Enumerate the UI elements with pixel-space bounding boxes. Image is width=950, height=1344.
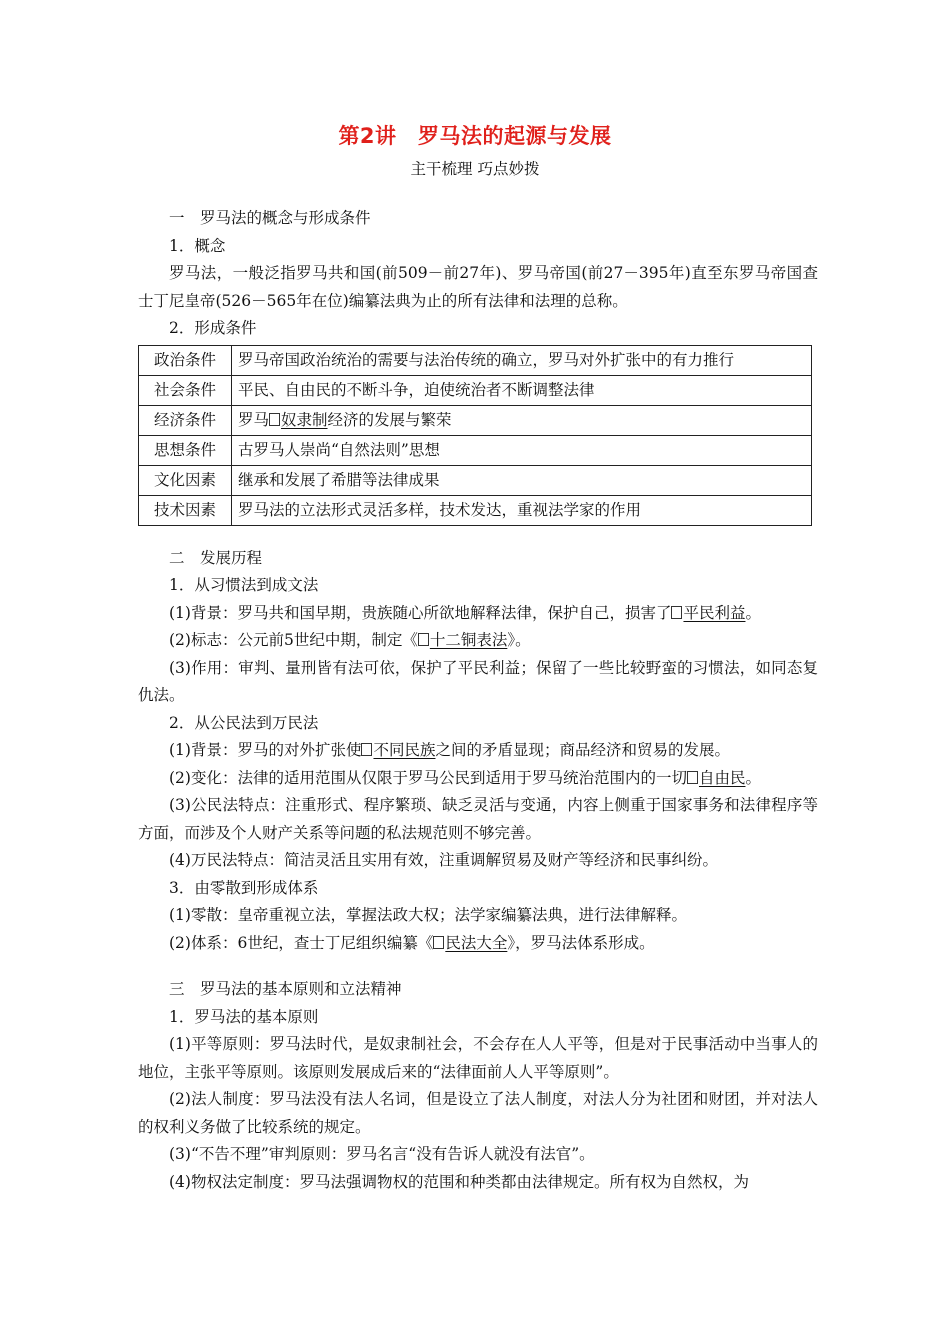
condition-value — [232, 405, 812, 435]
text-run: 》。 — [507, 631, 531, 649]
fill-blank-answer: 奴隶制 — [281, 411, 328, 429]
table-row — [139, 495, 812, 525]
checkbox-square-icon — [433, 936, 444, 949]
paragraph-background-2 — [138, 737, 818, 765]
condition-key: 经济条件 — [139, 405, 232, 435]
page-title: 第2讲 罗马法的起源与发展 — [338, 124, 612, 148]
text-run: 。 — [745, 768, 761, 787]
conditions-table — [138, 345, 812, 526]
paragraph-background — [138, 600, 818, 628]
paragraph-system — [138, 930, 818, 958]
text-run: 罗马 — [238, 411, 270, 429]
condition-value: 古罗马人崇尚“自然法则”思想 — [232, 435, 812, 465]
subheading-civil-to-nations: 2．从公民法到万民法 — [169, 713, 319, 732]
paragraph-civil-law-features: (3)公民法特点：注重形式、程序繁琐、缺乏灵活与变通，内容上侧重于国家事务和法律程序等方面，而涉及个人财产关系等问题的私法规范则不够完善。 — [138, 796, 818, 842]
text-run: 经济的发展与繁荣 — [327, 411, 452, 429]
paragraph-legal-person: (2)法人制度：罗马法没有法人名词，但是设立了法人制度，对法人分为社团和财团，并对法人的权利义务做了比较系统的规定。 — [138, 1090, 818, 1136]
subheading-custom-to-written: 1．从习惯法到成文法 — [169, 576, 319, 594]
condition-key: 政治条件 — [139, 345, 232, 375]
paragraph-equality: (1)平等原则：罗马法时代，是奴隶制社会，不会存在人人平等，但是对于民事活动中当事人的地位，主张平等原则。该原则发展成后来的“法律面前人人平等原则”。 — [138, 1035, 818, 1081]
checkbox-square-icon — [671, 606, 682, 619]
paragraph-change — [138, 765, 818, 793]
fill-blank-answer: 不同民族 — [373, 741, 436, 759]
fill-blank-answer: 十二铜表法 — [429, 631, 508, 649]
condition-value: 继承和发展了希腊等法律成果 — [232, 465, 812, 495]
subheading-conditions: 2．形成条件 — [169, 319, 257, 337]
text-run: (2)体系：6世纪，查士丁尼组织编纂《 — [169, 933, 434, 952]
page-subtitle: 主干梳理 巧点妙拨 — [410, 160, 540, 178]
table-row — [139, 375, 812, 405]
table-row — [139, 345, 812, 375]
checkbox-square-icon — [269, 413, 280, 426]
condition-key: 技术因素 — [139, 495, 232, 525]
text-run: 之间的矛盾显现；商品经济和贸易的发展。 — [435, 741, 730, 759]
condition-value: 罗马帝国政治统治的需要与法治传统的确立，罗马对外扩张中的有力推行 — [232, 345, 812, 375]
fill-blank-answer: 平民利益 — [683, 603, 746, 622]
condition-key: 思想条件 — [139, 435, 232, 465]
condition-key: 文化因素 — [139, 465, 232, 495]
text-run: (1)背景：罗马的对外扩张使 — [169, 741, 362, 759]
text-run: (2)变化：法律的适用范围从仅限于罗马公民到适用于罗马统治范围内的一切 — [169, 768, 687, 787]
condition-value: 罗马法的立法形式灵活多样，技术发达，重视法学家的作用 — [232, 495, 812, 525]
subheading-concept: 1．概念 — [169, 236, 226, 255]
table-row — [139, 435, 812, 465]
text-run: 》，罗马法体系形成。 — [507, 933, 655, 952]
checkbox-square-icon — [418, 633, 429, 646]
paragraph-scattered: (1)零散：皇帝重视立法，掌握法政大权；法学家编纂法典，进行法律解释。 — [169, 906, 687, 924]
subheading-scattered-to-system: 3．由零散到形成体系 — [169, 878, 319, 897]
text-run: (2)标志：公元前5世纪中期，制定《 — [169, 631, 418, 649]
section-heading-3: 三 罗马法的基本原则和立法精神 — [169, 980, 402, 998]
section-heading-1: 一 罗马法的概念与形成条件 — [169, 209, 371, 227]
paragraph-no-complaint: (3)“不告不理”审判原则：罗马名言“没有告诉人就没有法官”。 — [169, 1145, 595, 1163]
paragraph-marker — [138, 627, 818, 655]
paragraph-nations-law-features: (4)万民法特点：简洁灵活且实用有效，注重调解贸易及财产等经济和民事纠纷。 — [169, 851, 718, 869]
concept-paragraph: 罗马法，一般泛指罗马共和国(前509－前27年)、罗马帝国(前27－395年)直至东罗马帝国查士丁尼皇帝(526－565年在位)编纂法典为止的所有法律和法理的总称。 — [138, 264, 818, 310]
fill-blank-answer: 民法大全 — [445, 933, 508, 952]
condition-key: 社会条件 — [139, 375, 232, 405]
section-heading-2: 二 发展历程 — [169, 548, 263, 567]
text-run: 。 — [745, 603, 761, 622]
paragraph-property-rights: (4)物权法定制度：罗马法强调物权的范围和种类都由法律规定。所有权为自然权，为 — [169, 1172, 749, 1191]
paragraph-effect: (3)作用：审判、量刑皆有法可依，保护了平民利益；保留了一些比较野蛮的习惯法，如同态复仇法。 — [138, 658, 818, 704]
condition-value: 平民、自由民的不断斗争，迫使统治者不断调整法律 — [232, 375, 812, 405]
table-row — [139, 405, 812, 435]
document-body — [138, 205, 818, 1196]
checkbox-square-icon — [687, 771, 698, 784]
checkbox-square-icon — [361, 743, 372, 756]
fill-blank-answer: 自由民 — [698, 768, 746, 787]
text-run: (1)背景：罗马共和国早期，贵族随心所欲地解释法律，保护自己，损害了 — [169, 603, 672, 622]
subheading-basic-principles: 1．罗马法的基本原则 — [169, 1007, 319, 1026]
table-row — [139, 465, 812, 495]
